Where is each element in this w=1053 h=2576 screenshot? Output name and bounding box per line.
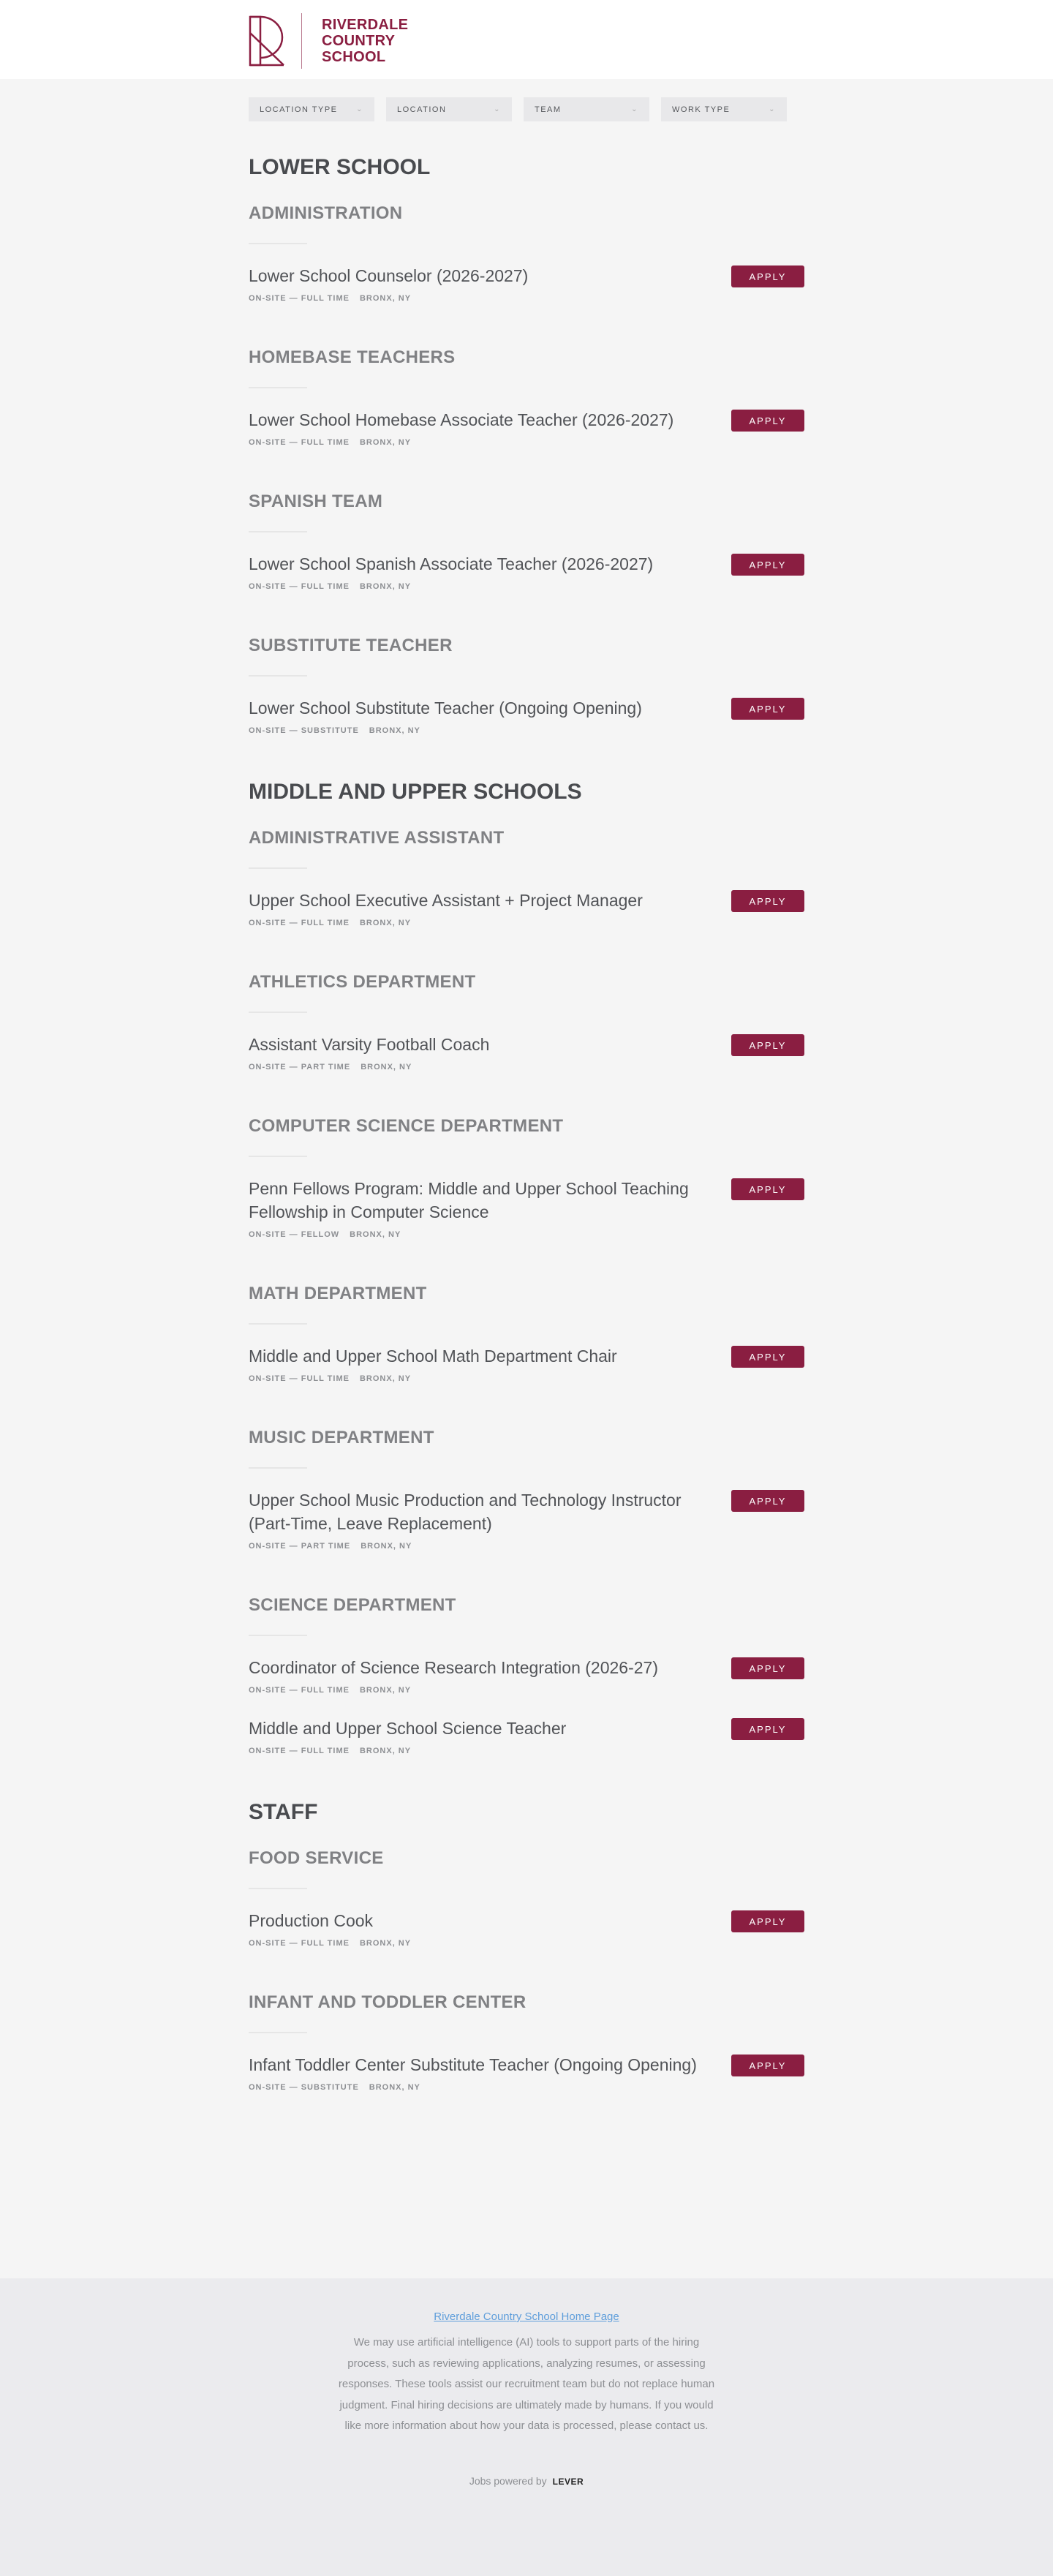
job-meta (249, 294, 717, 304)
team-heading: ADMINISTRATIVE ASSISTANT (249, 828, 505, 848)
apply-button[interactable]: APPLY (731, 410, 804, 432)
job-meta (249, 2083, 717, 2093)
job-info (249, 1909, 717, 1948)
team-heading: MUSIC DEPARTMENT (249, 1428, 434, 1447)
team-divider (249, 1156, 307, 1157)
team-heading: MATH DEPARTMENT (249, 1284, 427, 1303)
job-info (249, 2053, 717, 2093)
team-divider (249, 675, 307, 677)
team-heading: SCIENCE DEPARTMENT (249, 1595, 456, 1615)
team-heading: FOOD SERVICE (249, 1848, 384, 1868)
filter-label: TEAM (535, 105, 562, 114)
team-heading: HOMEBASE TEACHERS (249, 347, 456, 367)
job-location: BRONX, NY (359, 1686, 412, 1695)
team-divider (249, 1012, 307, 1013)
job-info (249, 1656, 717, 1695)
category-heading: LOWER SCHOOL (249, 155, 431, 179)
job-commitment: ON-SITE — FULL TIME (249, 1374, 350, 1383)
team-heading: SPANISH TEAM (249, 492, 383, 511)
team-heading: COMPUTER SCIENCE DEPARTMENT (249, 1116, 564, 1136)
job-title-link[interactable]: Production Cook (249, 1911, 374, 1930)
team-divider (249, 1467, 307, 1469)
job-location: BRONX, NY (359, 919, 412, 927)
job-meta (249, 1542, 717, 1551)
job-title-link[interactable]: Assistant Varsity Football Coach (249, 1035, 490, 1054)
team-heading: INFANT AND TODDLER CENTER (249, 1992, 526, 2012)
powered-by (0, 2475, 1053, 2487)
team-divider (249, 1888, 307, 1889)
apply-button[interactable]: APPLY (731, 1490, 804, 1512)
job-title-link[interactable]: Lower School Counselor (2026-2027) (249, 266, 529, 285)
job-posting (249, 1909, 804, 1948)
ai-notice: We may use artificial intelligence (AI) tools to support parts of the hiring process, such as reviewing applications, analyzing resumes, or assessing responses. These tools assist our recruitment team but do not replace human judgment. Final hiring decisions are ultimately made by humans. If you would like more information about how your data is processed, please contact us. (338, 2336, 715, 2432)
school-name (322, 17, 408, 65)
job-meta (249, 919, 717, 928)
category-heading: MIDDLE AND UPPER SCHOOLS (249, 780, 582, 804)
apply-button[interactable]: APPLY (731, 1034, 804, 1056)
job-meta (249, 1686, 717, 1695)
job-listings (249, 79, 804, 2093)
brand-line: SCHOOL (322, 49, 386, 65)
job-meta (249, 726, 717, 736)
team-heading: ADMINISTRATION (249, 203, 403, 223)
job-posting (249, 1033, 804, 1072)
job-location: BRONX, NY (359, 1747, 412, 1755)
job-posting (249, 1656, 804, 1695)
job-commitment: ON-SITE — FULL TIME (249, 919, 350, 927)
job-posting (249, 552, 804, 592)
job-info (249, 1488, 717, 1551)
job-location: BRONX, NY (361, 1542, 412, 1551)
job-commitment: ON-SITE — FULL TIME (249, 294, 350, 303)
job-posting (249, 696, 804, 736)
page-footer (0, 2278, 1053, 2576)
job-commitment: ON-SITE — SUBSTITUTE (249, 2083, 359, 2092)
job-commitment: ON-SITE — FULL TIME (249, 1747, 350, 1755)
job-title-link[interactable]: Lower School Substitute Teacher (Ongoing Opening) (249, 698, 642, 718)
filter-location-type[interactable] (249, 97, 374, 121)
job-location: BRONX, NY (369, 726, 420, 735)
filter-label: LOCATION (397, 105, 447, 114)
job-info (249, 408, 717, 448)
job-meta (249, 1374, 717, 1384)
category-heading: STAFF (249, 1800, 318, 1824)
apply-button[interactable]: APPLY (731, 1718, 804, 1740)
chevron-down-icon: ⌄ (631, 105, 638, 113)
logo-divider (301, 13, 302, 69)
school-logo[interactable] (249, 15, 408, 67)
job-commitment: ON-SITE — FULL TIME (249, 1686, 350, 1695)
team-divider (249, 1323, 307, 1325)
job-location: BRONX, NY (359, 582, 412, 591)
apply-button[interactable]: APPLY (731, 1657, 804, 1679)
job-posting (249, 889, 804, 928)
job-posting (249, 1717, 804, 1756)
job-meta (249, 1230, 717, 1240)
job-info (249, 889, 717, 928)
job-posting (249, 408, 804, 448)
filter-location[interactable] (386, 97, 512, 121)
chevron-down-icon: ⌄ (769, 105, 776, 113)
apply-button[interactable]: APPLY (731, 698, 804, 720)
brand-line: RIVERDALE (322, 17, 409, 33)
job-posting (249, 1177, 804, 1240)
job-meta (249, 1063, 717, 1072)
team-divider (249, 867, 307, 869)
job-commitment: ON-SITE — FULL TIME (249, 438, 350, 447)
job-commitment: ON-SITE — PART TIME (249, 1542, 351, 1551)
job-posting (249, 1344, 804, 1384)
home-page-link[interactable]: Riverdale Country School Home Page (434, 2311, 619, 2323)
job-commitment: ON-SITE — PART TIME (249, 1063, 351, 1072)
job-info (249, 1344, 717, 1384)
team-divider (249, 2032, 307, 2033)
job-commitment: ON-SITE — FELLOW (249, 1230, 340, 1239)
apply-button[interactable]: APPLY (731, 2055, 804, 2076)
job-location: BRONX, NY (369, 2083, 420, 2092)
brand-line: COUNTRY (322, 33, 396, 49)
job-title-link[interactable]: Upper School Music Production and Technology Instructor (Part-Time, Leave Replacement) (249, 1491, 682, 1533)
job-meta (249, 1747, 717, 1756)
lever-logo[interactable]: LEVER (552, 2476, 584, 2487)
filter-team[interactable] (524, 97, 649, 121)
job-title-link[interactable]: Middle and Upper School Science Teacher (249, 1719, 567, 1738)
job-info (249, 1717, 717, 1756)
job-meta (249, 1939, 717, 1948)
job-meta (249, 582, 717, 592)
job-commitment: ON-SITE — SUBSTITUTE (249, 726, 359, 735)
filter-work-type[interactable] (661, 97, 787, 121)
postings-list (249, 154, 804, 2093)
job-title-link[interactable]: Lower School Homebase Associate Teacher (2026-2027) (249, 410, 674, 429)
apply-button[interactable]: APPLY (731, 1346, 804, 1368)
apply-button[interactable]: APPLY (731, 1910, 804, 1932)
job-info (249, 552, 717, 592)
filter-label: WORK TYPE (672, 105, 731, 114)
apply-button[interactable]: APPLY (731, 554, 804, 576)
job-info (249, 264, 717, 304)
job-title-link[interactable]: Middle and Upper School Math Department Chair (249, 1347, 617, 1366)
job-location: BRONX, NY (359, 1939, 412, 1948)
team-divider (249, 387, 307, 388)
team-divider (249, 1635, 307, 1636)
chevron-down-icon: ⌄ (494, 105, 501, 113)
apply-button[interactable]: APPLY (731, 1178, 804, 1200)
job-title-link[interactable]: Lower School Spanish Associate Teacher (2026-2027) (249, 554, 654, 573)
chevron-down-icon: ⌄ (356, 105, 363, 113)
team-divider (249, 243, 307, 244)
job-posting (249, 2053, 804, 2093)
job-title-link[interactable]: Upper School Executive Assistant + Project Manager (249, 891, 643, 910)
job-info (249, 1033, 717, 1072)
rcs-logo-icon (249, 15, 287, 67)
job-info (249, 696, 717, 736)
job-location: BRONX, NY (359, 1374, 412, 1383)
job-info (249, 1177, 717, 1240)
job-location: BRONX, NY (350, 1230, 401, 1239)
job-posting (249, 1488, 804, 1551)
job-location: BRONX, NY (359, 294, 412, 303)
team-divider (249, 531, 307, 532)
filter-label: LOCATION TYPE (260, 105, 338, 114)
team-heading: SUBSTITUTE TEACHER (249, 636, 453, 655)
job-meta (249, 438, 717, 448)
apply-button[interactable]: APPLY (731, 890, 804, 912)
powered-by-text: Jobs powered by (469, 2474, 547, 2487)
job-title-link[interactable]: Penn Fellows Program: Middle and Upper School Teaching Fellowship in Computer Science (249, 1179, 689, 1221)
job-commitment: ON-SITE — FULL TIME (249, 582, 350, 591)
job-title-link[interactable]: Infant Toddler Center Substitute Teacher (Ongoing Opening) (249, 2055, 697, 2074)
team-heading: ATHLETICS DEPARTMENT (249, 972, 476, 992)
site-header (0, 0, 1053, 79)
job-posting (249, 264, 804, 304)
filter-bar (249, 79, 804, 121)
job-title-link[interactable]: Coordinator of Science Research Integration (2026-27) (249, 1658, 658, 1677)
apply-button[interactable]: APPLY (731, 265, 804, 287)
job-location: BRONX, NY (361, 1063, 412, 1072)
job-location: BRONX, NY (359, 438, 412, 447)
job-commitment: ON-SITE — FULL TIME (249, 1939, 350, 1948)
